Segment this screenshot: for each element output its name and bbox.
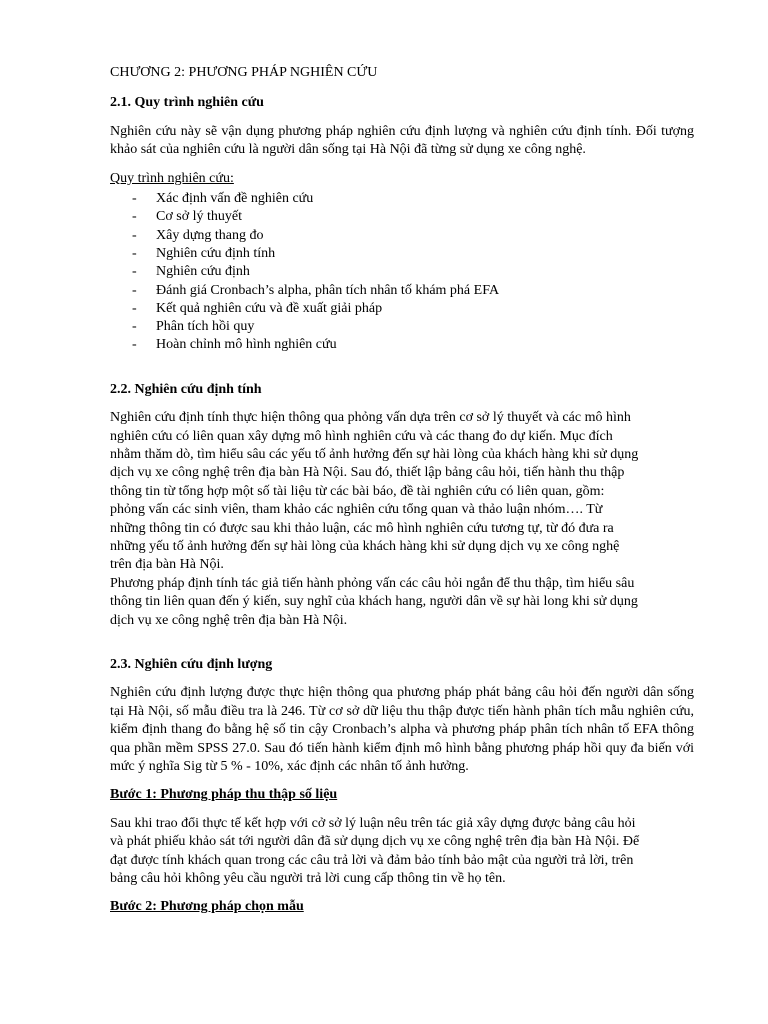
section-2-3-heading: 2.3. Nghiên cứu định lượng (110, 656, 273, 672)
chapter-title: CHƯƠNG 2: PHƯƠNG PHÁP NGHIÊN CỨU (110, 65, 378, 80)
step-1-paragraph (110, 815, 694, 889)
process-list-title: Quy trình nghiên cứu: (110, 170, 234, 186)
section-2-2-paragraph-1 (110, 409, 694, 575)
text-line: những yếu tố ảnh hưởng đến sự hài lòng của khách hàng khi sử dụng dịch vụ xe công nghệ (110, 538, 620, 554)
section-2-1-paragraph: Nghiên cứu này sẽ vận dụng phương pháp nghiên cứu định lượng và nghiên cứu định tính. Đối tượng khảo sát của nghiên cứu là người dân sống tại Hà Nội đã từng sử dụng xe công nghệ. (110, 123, 694, 158)
text-line: và phát phiếu khảo sát tới người dân đã sử dụng dịch vụ xe công nghệ trên địa bàn Hà Nội. Để (110, 834, 640, 850)
list-item: - Đánh giá Cronbach’s alpha, phân tích nhân tố khám phá EFA (132, 282, 500, 298)
step-2-heading: Bước 2: Phương pháp chọn mẫu (110, 899, 304, 915)
document-page (110, 64, 694, 927)
text-line: dịch vụ xe công nghệ trên địa bàn Hà Nội. (110, 612, 348, 628)
list-item: - Xác định vấn đề nghiên cứu (132, 191, 314, 207)
text-line: trên địa bàn Hà Nội. (110, 557, 224, 573)
list-item: - Hoàn chỉnh mô hình nghiên cứu (132, 337, 337, 353)
list-item: - Cơ sở lý thuyết (132, 209, 242, 225)
section-2-3-paragraph: Nghiên cứu định lượng được thực hiện thông qua phương pháp phát bảng câu hỏi đến người dân sống tại Hà Nội, số mẫu điều tra là 246. Từ cơ sở dữ liệu thu thập được tiến hành phân tích mẫu nghiên cứu, kiểm định thang đo bằng hệ số tin cậy Cronbach’s alpha và phương pháp phân tích nhân tố EFA thông qua phần mềm SPSS 27.0. Sau đó tiến hành kiểm định mô hình bằng phương pháp hồi quy đa biến với mức ý nghĩa Sig từ 5 % - 10%, xác định các nhân tố ảnh hưởng. (110, 685, 694, 775)
section-2-1-heading: 2.1. Quy trình nghiên cứu (110, 95, 264, 111)
list-item: - Kết quả nghiên cứu và đề xuất giải pháp (132, 300, 383, 316)
process-list (110, 190, 694, 355)
section-2-2-heading: 2.2. Nghiên cứu định tính (110, 381, 262, 397)
step-1-heading: Bước 1: Phương pháp thu thập số liệu (110, 787, 338, 803)
text-line: những thông tin có được sau khi thảo luận, các mô hình nghiên cứu tương tự, từ đó đưa ra (110, 520, 614, 536)
text-line: nghiên cứu có liên quan xây dựng mô hình nghiên cứu và các thang đo dự kiến. Mục đích (110, 428, 613, 444)
list-item: - Nghiên cứu định (132, 264, 250, 280)
text-line: thông tin liên quan đến ý kiến, suy nghĩ của khách hang, người dân về sự hài long khi sử dụng (110, 594, 638, 610)
list-item: - Phân tích hồi quy (132, 319, 255, 335)
text-line: nhằm thăm dò, tìm hiểu sâu các yếu tố ảnh hưởng đến sự hài lòng của khách hàng khi sử dụng (110, 446, 639, 462)
text-line: Nghiên cứu định tính thực hiện thông qua phỏng vấn dựa trên cơ sở lý thuyết và các mô hình (110, 410, 631, 426)
text-line: thông tin từ tổng hợp một số tài liệu từ các bài báo, đề tài nghiên cứu có liên quan, gồm: (110, 483, 605, 499)
text-line: đạt được tính khách quan trong các câu trả lời và đảm bảo tính bảo mật của người trả lời, trên (110, 852, 634, 868)
list-item: - Nghiên cứu định tính (132, 245, 276, 261)
text-line: Phương pháp định tính tác giả tiến hành phỏng vấn các câu hỏi ngắn để thu thập, tìm hiểu sâu (110, 575, 635, 591)
section-2-2-paragraph-2 (110, 575, 694, 630)
text-line: dịch vụ xe công nghệ trên địa bàn Hà Nội. Sau đó, thiết lập bảng câu hỏi, tiến hành thu thập (110, 465, 625, 481)
text-line: bảng câu hỏi không yêu cầu người trả lời cung cấp thông tin về họ tên. (110, 871, 506, 887)
list-item: - Xây dựng thang đo (132, 227, 264, 243)
text-line: phỏng vấn các sinh viên, tham khảo các nghiên cứu tổng quan và thảo luận nhóm…. Từ (110, 502, 603, 518)
text-line: Sau khi trao đổi thực tế kết hợp với cở sở lý luận nêu trên tác giả xây dựng được bảng câu hỏi (110, 815, 636, 831)
